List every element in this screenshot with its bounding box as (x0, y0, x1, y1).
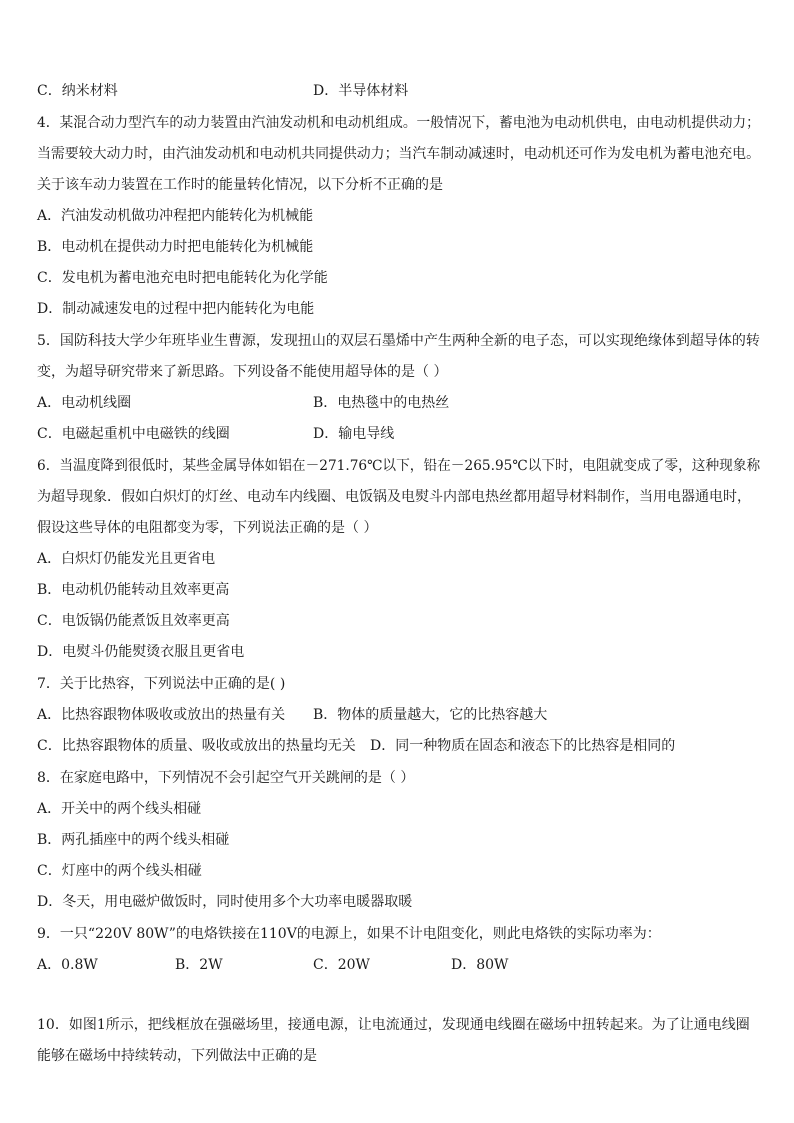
q8-stem: 8．在家庭电路中，下列情况不会引起空气开关跳闸的是（ ） (37, 770, 415, 786)
q6-option-c: C．电饭锅仍能煮饭且效率更高 (37, 613, 230, 629)
q3-option-d: D．半导体材料 (313, 83, 409, 99)
q6-stem-line-1: 6．当温度降到很低时，某些金属导体如铝在－271.76℃以下，铅在－265.95℃以下时，电阻就变成了零，这种现象称 (37, 458, 761, 474)
q6-option-d: D．电熨斗仍能熨烫衣服且更省电 (37, 644, 245, 660)
q9-options-row (37, 955, 508, 975)
q3-options-row (37, 81, 408, 101)
q4-stem-line-1: 4．某混合动力型汽车的动力装置由汽油发动机和电动机组成。一般情况下，蓄电池为电动机供电，由电动机提供动力； (37, 115, 760, 131)
q8-option-a: A．开关中的两个线头相碰 (37, 801, 202, 817)
q4-option-a: A．汽油发动机做功冲程把内能转化为机械能 (37, 208, 314, 224)
q4-stem-line-3: 关于该车动力装置在工作时的能量转化情况，以下分析不正确的是 (37, 177, 443, 193)
q9-stem: 9．一只“220V 80W”的电烙铁接在110V的电源上，如果不计电阻变化，则此电烙铁的实际功率为： (37, 926, 661, 942)
q5-stem-line-1: 5．国防科技大学少年班毕业生曹源，发现扭山的双层石墨烯中产生两种全新的电子态，可以实现绝缘体到超导体的转 (37, 333, 760, 349)
q8-option-c: C．灯座中的两个线头相碰 (37, 863, 202, 879)
q3-option-c: C．纳米材料 (37, 83, 118, 99)
q5-option-c: C．电磁起重机中电磁铁的线圈 (37, 426, 230, 442)
q7-option-a: A．比热容跟物体吸收或放出的热量有关 (37, 707, 286, 723)
q7-option-d: D．同一种物质在固态和液态下的比热容是相同的 (370, 738, 676, 754)
q5-option-b: B．电热毯中的电热丝 (313, 395, 450, 411)
q9-option-a: A．0.8W (37, 957, 98, 973)
q4-option-c: C．发电机为蓄电池充电时把电能转化为化学能 (37, 270, 328, 286)
q5-option-d: D．输电导线 (313, 426, 395, 442)
q6-option-b: B．电动机仍能转动且效率更高 (37, 582, 230, 598)
q9-option-d: D．80W (451, 957, 509, 973)
q7-options-row-2 (37, 736, 675, 756)
q7-option-c: C．比热容跟物体的质量、吸收或放出的热量均无关 (37, 738, 356, 754)
q4-option-d: D．制动减速发电的过程中把内能转化为电能 (37, 301, 315, 317)
q9-option-b: B．2W (175, 957, 223, 973)
q4-stem-line-2: 当需要较大动力时，由汽油发动机和电动机共同提供动力；当汽车制动减速时，电动机还可作为发电机为蓄电池充电。 (37, 146, 760, 162)
q7-stem: 7．关于比热容，下列说法中正确的是( ) (37, 676, 286, 692)
q10-stem-line-2: 能够在磁场中持续转动，下列做法中正确的是 (37, 1048, 317, 1064)
q5-options-row-1 (37, 393, 449, 413)
q7-option-b: B．物体的质量越大，它的比热容越大 (313, 707, 548, 723)
q5-stem-line-2: 变，为超导研究带来了新思路。下列设备不能使用超导体的是（ ） (37, 364, 448, 380)
q6-stem-line-2: 为超导现象．假如白炽灯的灯丝、电动车内线圈、电饭锅及电熨斗内部电热丝都用超导材料制作，当用电器通电时， (37, 489, 751, 505)
q6-option-a: A．白炽灯仍能发光且更省电 (37, 551, 216, 567)
q5-option-a: A．电动机线圈 (37, 395, 132, 411)
q10-stem-line-1: 10．如图1所示，把线框放在强磁场里，接通电源，让电流通过，发现通电线圈在磁场中扭转起来。为了让通电线圈 (37, 1017, 750, 1033)
q9-option-c: C．20W (313, 957, 370, 973)
q8-option-d: D．冬天，用电磁炉做饭时，同时使用多个大功率电暖器取暖 (37, 894, 413, 910)
q5-options-row-2 (37, 424, 394, 444)
q8-option-b: B．两孔插座中的两个线头相碰 (37, 832, 230, 848)
q7-options-row-1 (37, 705, 547, 725)
q6-stem-line-3: 假设这些导体的电阻都变为零，下列说法正确的是（ ） (37, 520, 378, 536)
q4-option-b: B．电动机在提供动力时把电能转化为机械能 (37, 239, 314, 255)
